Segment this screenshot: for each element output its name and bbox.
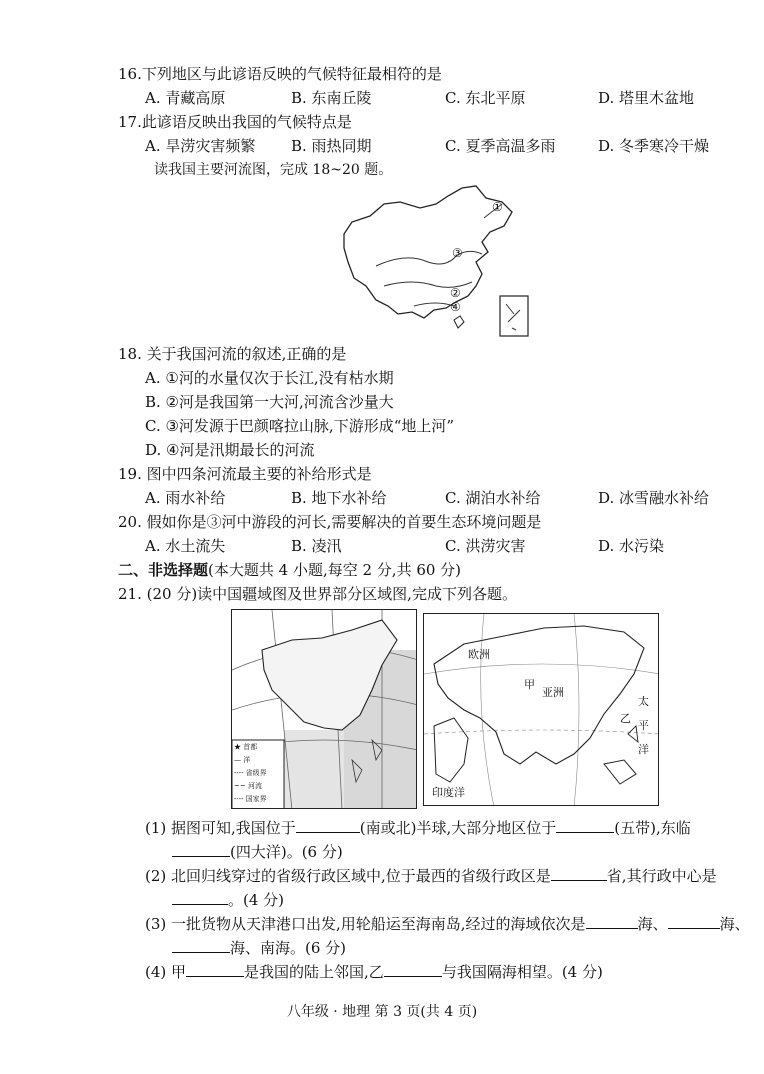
q21-part2-line1 — [145, 866, 717, 886]
q21-p2-text-b: 省,其行政中心是 — [606, 867, 717, 885]
china-river-map — [336, 182, 532, 342]
river-label-4: ④ — [450, 300, 461, 314]
q19-option-d: D. 冰雪融水补给 — [598, 489, 710, 507]
map-label-pacific: 太平洋 — [638, 695, 649, 756]
q17-stem: 17.此谚语反映出我国的气候特点是 — [118, 113, 352, 131]
answer-blank[interactable] — [384, 962, 442, 977]
q19-option-a: A. 雨水补给 — [145, 489, 226, 507]
q18-option-b: B. ②河是我国第一大河,河流含沙量大 — [145, 393, 394, 411]
q17-option-a: A. 旱涝灾害频繁 — [145, 137, 256, 155]
q20-option-a: A. 水土流失 — [145, 537, 226, 555]
q19-option-b: B. 地下水补给 — [291, 489, 387, 507]
section2-title: 二、非选择题 — [118, 561, 209, 579]
q21-part4 — [145, 962, 603, 982]
answer-blank[interactable] — [556, 818, 614, 833]
legend-national-border: ---- 国家界 — [234, 795, 267, 803]
q17-option-b: B. 雨热同期 — [291, 137, 372, 155]
q21-part3-line2 — [172, 938, 346, 958]
q20-option-d: D. 水污染 — [598, 537, 665, 555]
q18-option-c: C. ③河发源于巴颜喀拉山脉,下游形成“地上河” — [145, 417, 455, 435]
china-territory-map — [231, 609, 417, 809]
q18-option-d: D. ④河是汛期最长的河流 — [145, 441, 315, 459]
river-label-1: ① — [492, 200, 503, 214]
q20-option-b: B. 凌汛 — [291, 537, 342, 555]
q16-option-d: D. 塔里木盆地 — [598, 89, 695, 107]
q19-stem: 19. 图中四条河流最主要的补给形式是 — [118, 465, 372, 483]
legend-province-border: ---- 省级界 — [234, 769, 267, 777]
map-label-jia: 甲 — [524, 678, 535, 691]
answer-blank[interactable] — [172, 842, 230, 857]
q21-p3-text-c: 海、 — [719, 915, 750, 933]
answer-blank[interactable] — [172, 938, 230, 953]
q16-option-b: B. 东南丘陵 — [291, 89, 372, 107]
section2-note: (本大题共 4 小题,每空 2 分,共 60 分) — [208, 561, 462, 579]
q18-option-a: A. ①河的水量仅次于长江,没有枯水期 — [145, 369, 394, 387]
q21-p4-text-a: (4) 甲 — [145, 963, 187, 981]
answer-blank[interactable] — [296, 818, 360, 833]
q21-part2-line2 — [172, 890, 284, 910]
q21-p1-text-c: (五带),东临 — [614, 819, 691, 837]
q17-option-c: C. 夏季高温多雨 — [445, 137, 556, 155]
river-label-3: ③ — [452, 246, 463, 260]
answer-blank[interactable] — [186, 962, 244, 977]
legend-ocean: — 洋 — [234, 756, 251, 764]
q16-option-a: A. 青藏高原 — [145, 89, 226, 107]
q21-p4-text-b: 是我国的陆上邻国,乙 — [244, 963, 384, 981]
legend-river: ~~ 河流 — [234, 782, 262, 790]
q20-stem: 20. 假如你是③河中游段的河长,需要解决的首要生态环境问题是 — [118, 513, 542, 531]
legend-capital: ★ 首都 — [234, 743, 258, 751]
q21-p1-text-b: (南或北)半球,大部分地区位于 — [359, 819, 557, 837]
answer-blank[interactable] — [586, 914, 638, 929]
q21-p4-text-c: 与我国隔海相望。(4 分) — [441, 963, 603, 981]
map-label-indian-ocean: 印度洋 — [432, 786, 465, 799]
river-label-2: ② — [450, 286, 461, 300]
page-footer: 八年级 · 地理 第 3 页(共 4 页) — [286, 1004, 478, 1020]
map-label-europe: 欧洲 — [468, 648, 490, 661]
q21-p1-text-a: (1) 据图可知,我国位于 — [145, 819, 296, 837]
china-map-legend — [234, 741, 267, 806]
q16-option-c: C. 东北平原 — [445, 89, 526, 107]
answer-blank[interactable] — [172, 890, 228, 905]
answer-blank[interactable] — [551, 866, 607, 881]
q17-option-d: D. 冬季寒冷干燥 — [598, 137, 710, 155]
q21-part1-line1 — [145, 818, 691, 838]
q18-stem: 18. 关于我国河流的叙述,正确的是 — [118, 345, 347, 363]
q16-stem: 16.下列地区与此谚语反映的气候特征最相符的是 — [118, 65, 442, 83]
map-label-asia: 亚洲 — [542, 686, 564, 699]
map-label-yi: 乙 — [620, 712, 631, 725]
q21-p3-text-d: 海、南海。(6 分) — [230, 939, 347, 957]
q21-part1-line2 — [172, 842, 343, 862]
read-instruction: 读我国主要河流图，完成 18~20 题。 — [154, 162, 393, 178]
q21-stem: 21. (20 分)读中国疆域图及世界部分区域图,完成下列各题。 — [118, 585, 517, 603]
q21-p2-text-a: (2) 北回归线穿过的省级行政区域中,位于最西的省级行政区是 — [145, 867, 551, 885]
q21-p1-text-d: (四大洋)。(6 分) — [230, 843, 343, 861]
answer-blank[interactable] — [668, 914, 720, 929]
section2-heading — [118, 560, 461, 580]
world-region-map — [423, 613, 659, 806]
q20-option-c: C. 洪涝灾害 — [445, 537, 526, 555]
q19-option-c: C. 湖泊水补给 — [445, 489, 541, 507]
q21-p3-text-a: (3) 一批货物从天津港口出发,用轮船运至海南岛,经过的海域依次是 — [145, 915, 586, 933]
q21-part3-line1 — [145, 914, 750, 934]
q21-p3-text-b: 海、 — [637, 915, 668, 933]
q21-p2-text-c: 。(4 分) — [228, 891, 285, 909]
